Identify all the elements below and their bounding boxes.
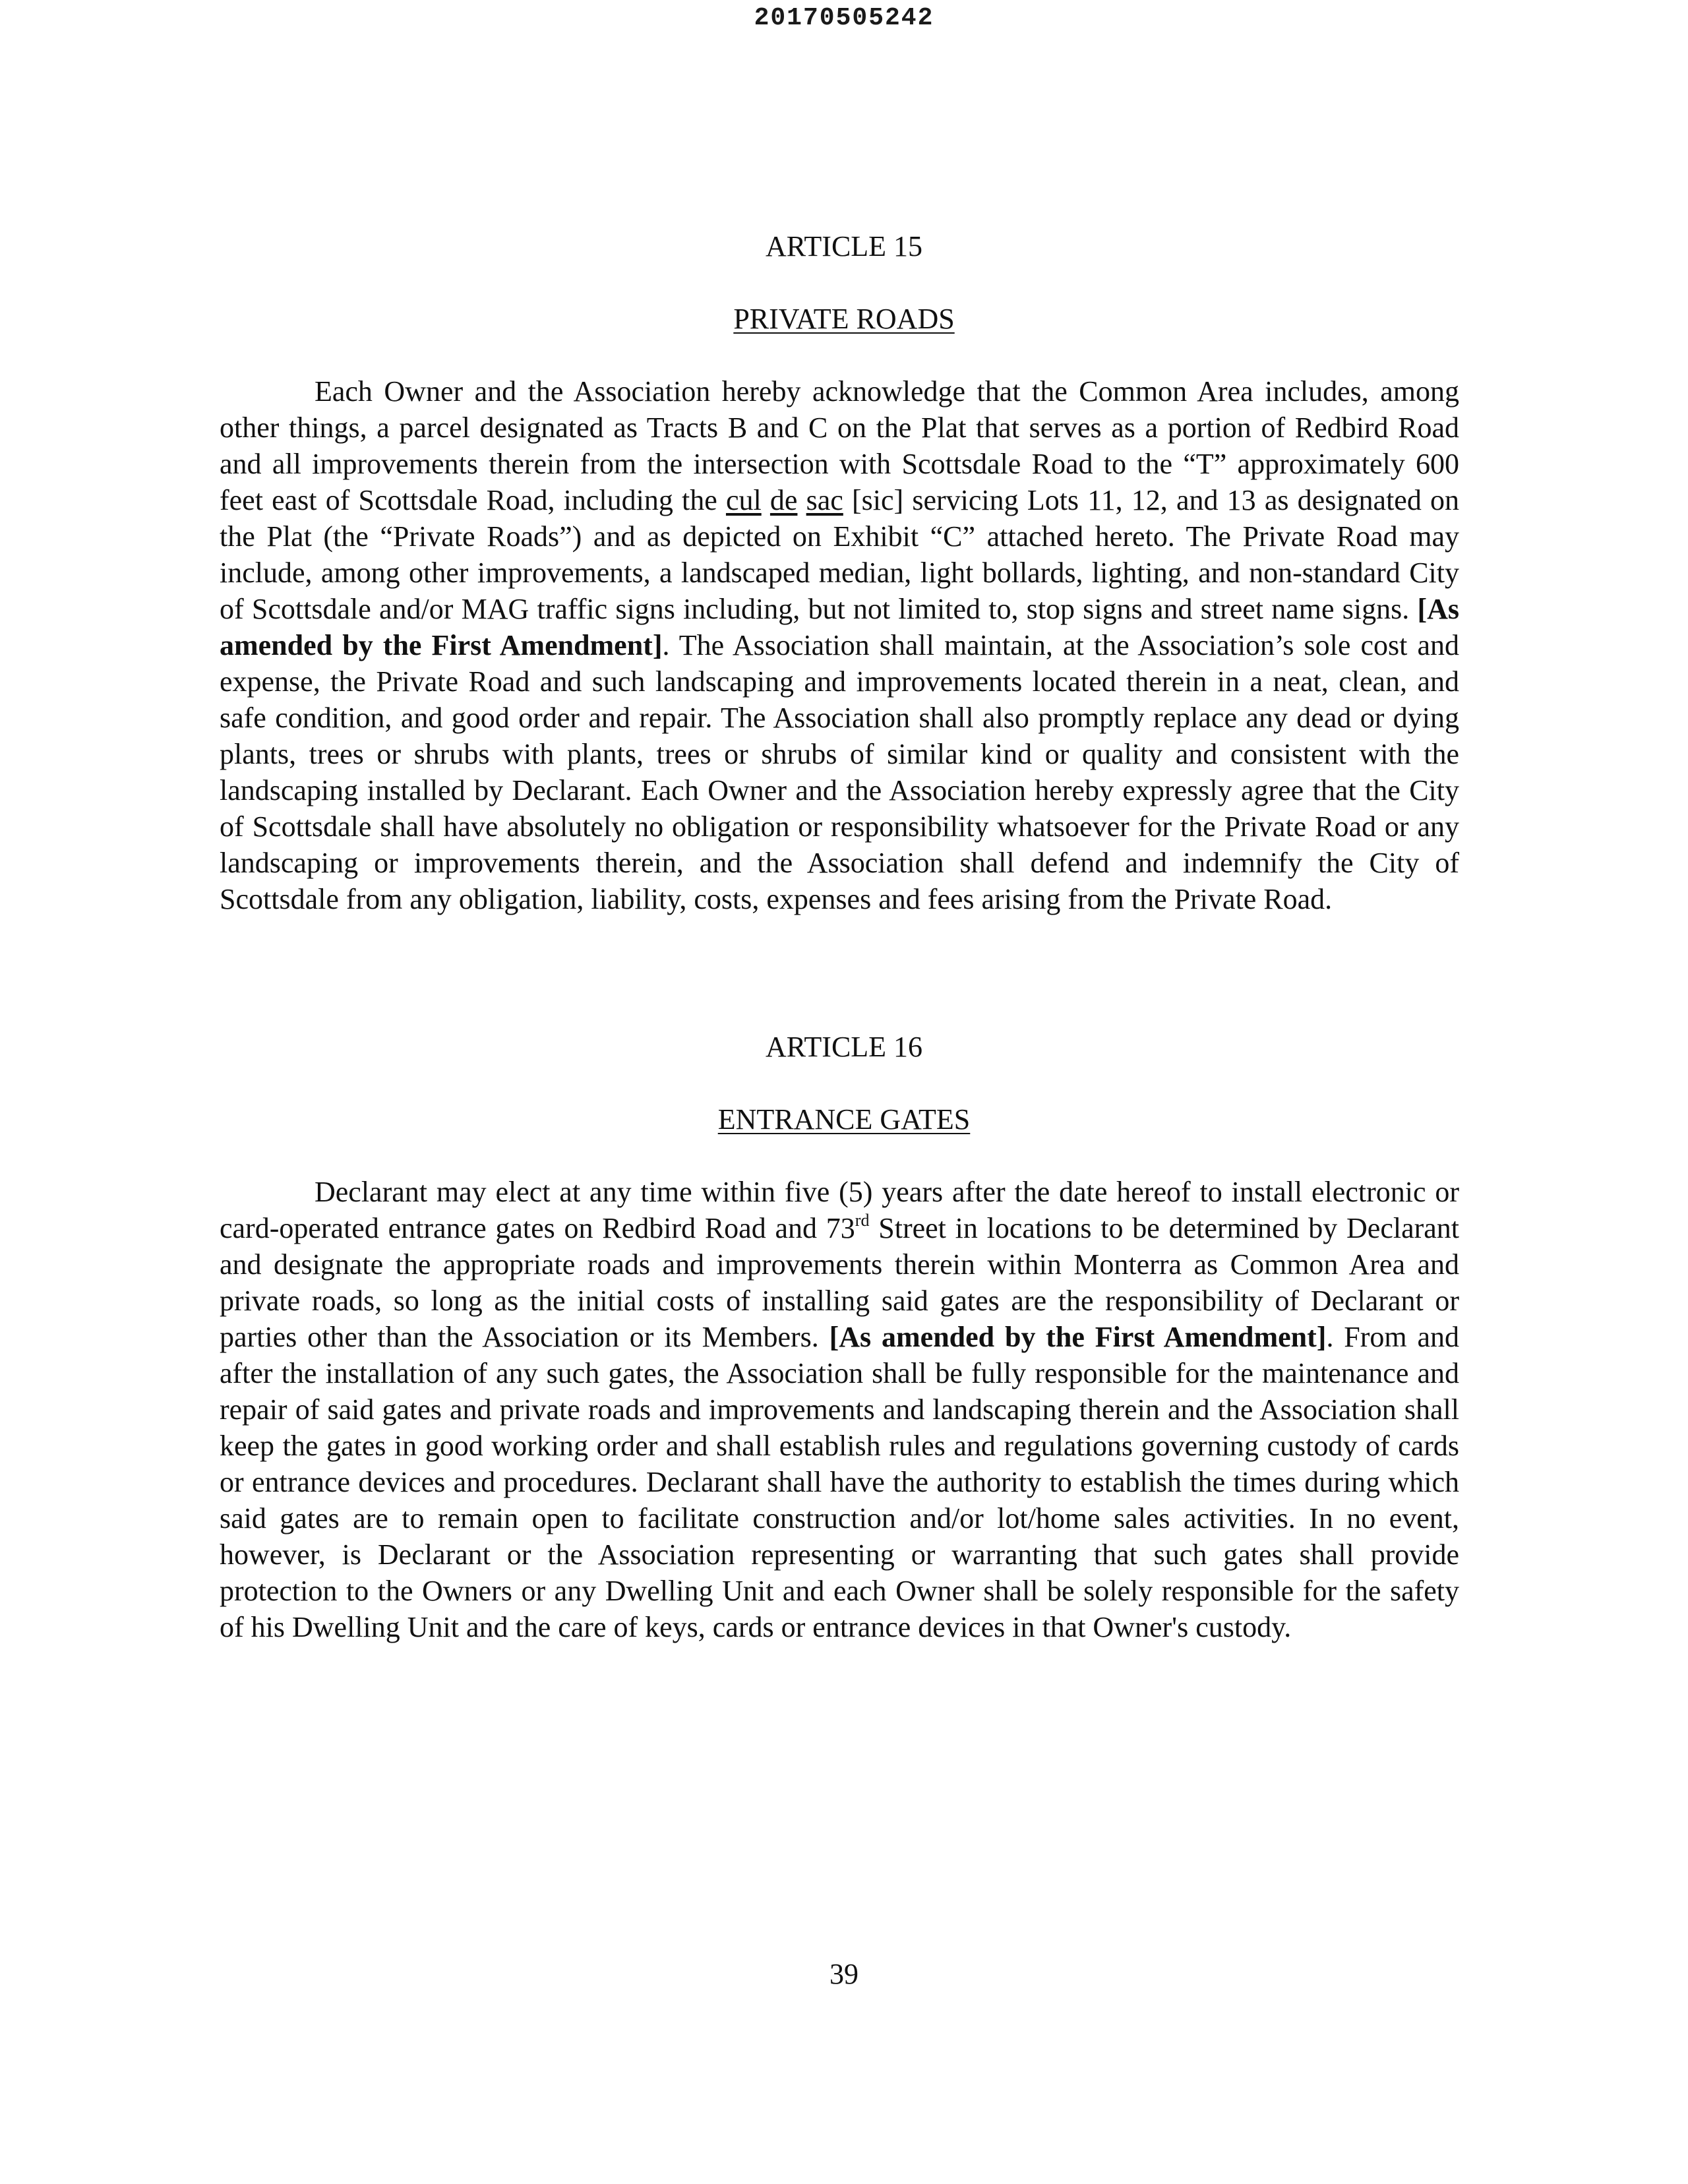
article-16-amendment-note: [As amended by the First Amendment] (829, 1321, 1327, 1353)
article-15-cul: cul (725, 484, 762, 516)
document-number: 20170505242 (754, 4, 934, 32)
article-15-title: PRIVATE ROADS (733, 303, 955, 335)
article-15-text-c: . The Association shall maintain, at the Association’s sole cost and expense, the Private Road and such landscaping and improvements located therein in a neat, clean, and safe condition, and good order and repair. The Association shall also promptly replace any dead or dying plants, trees or shrubs with plants, trees or shrubs of similar kind or quality and consistent with the landscaping installed by Declarant. Each Owner and the Association hereby expressly agree that the City of Scottsdale shall have absolutely no obligation or responsibility whatsoever for the Private Road or any landscaping or improvements therein, and the Association shall defend and indemnify the City of Scottsdale from any obligation, liability, costs, expenses and fees arising from the Private Road. (220, 629, 1459, 915)
article-16-text-c: . From and after the installation of any such gates, the Association shall be fully responsible for the maintenance and repair of said gates and private roads and improvements and landscaping therein and the Association shall keep the gates in good working order and shall establish rules and regulations governing custody of cards or entrance devices and procedures. Declarant shall have the authority to establish the times during which said gates are to remain open to facilitate construction and/or lot/home sales activities. In no event, however, is Declarant or the Association representing or warranting that such gates shall provide protection to the Owners or any Dwelling Unit and each Owner shall be solely responsible for the safety of his Dwelling Unit and the care of keys, cards or entrance devices in that Owner's custody. (220, 1321, 1459, 1643)
article-15-text-a: Each Owner and the Association hereby acknowledge that the Common Area includes, among other things, a parcel designated as Tracts B and C on the Plat that serves as a portion of Redbird Road and all improvements therein from the intersection with Scottsdale Road to the “T” approximately 600 feet east of Scottsdale Road, including the (220, 375, 1459, 516)
article-15-sac: sac (806, 484, 843, 516)
article-15-amendment-note: [As amended by the First Amendment] (220, 593, 1459, 661)
article-15-paragraph (220, 373, 1459, 917)
article-15-heading: ARTICLE 15 (765, 230, 923, 262)
article-16-paragraph (220, 1174, 1459, 1645)
article-16-heading: ARTICLE 16 (765, 1031, 923, 1063)
article-16-text-b: Street in locations to be determined by Declarant and designate the appropriate roads and improvements therein within Monterra as Common Area and private roads, so long as the initial costs of installing said gates are the responsibility of Declarant or parties other than the Association or its Members. (220, 1212, 1460, 1353)
article-15-de: de (769, 484, 798, 516)
article-15-text-b: [sic] servicing Lots 11, 12, and 13 as designated on the Plat (the “Private Roads”) and as depicted on Exhibit “C” attached hereto. The Private Road may include, among other improvements, a landscaped median, light bollards, lighting, and non-standard City of Scottsdale and/or MAG traffic signs including, but not limited to, stop signs and street name signs. (220, 484, 1460, 625)
page-number: 39 (829, 1958, 859, 1990)
article-16-ordinal-sup: rd (855, 1211, 870, 1230)
article-16-text-a: Declarant may elect at any time within five (5) years after the date hereof to install electronic or card-operated entrance gates on Redbird Road and 73 (220, 1176, 1459, 1244)
article-16-title: ENTRANCE GATES (717, 1103, 971, 1136)
